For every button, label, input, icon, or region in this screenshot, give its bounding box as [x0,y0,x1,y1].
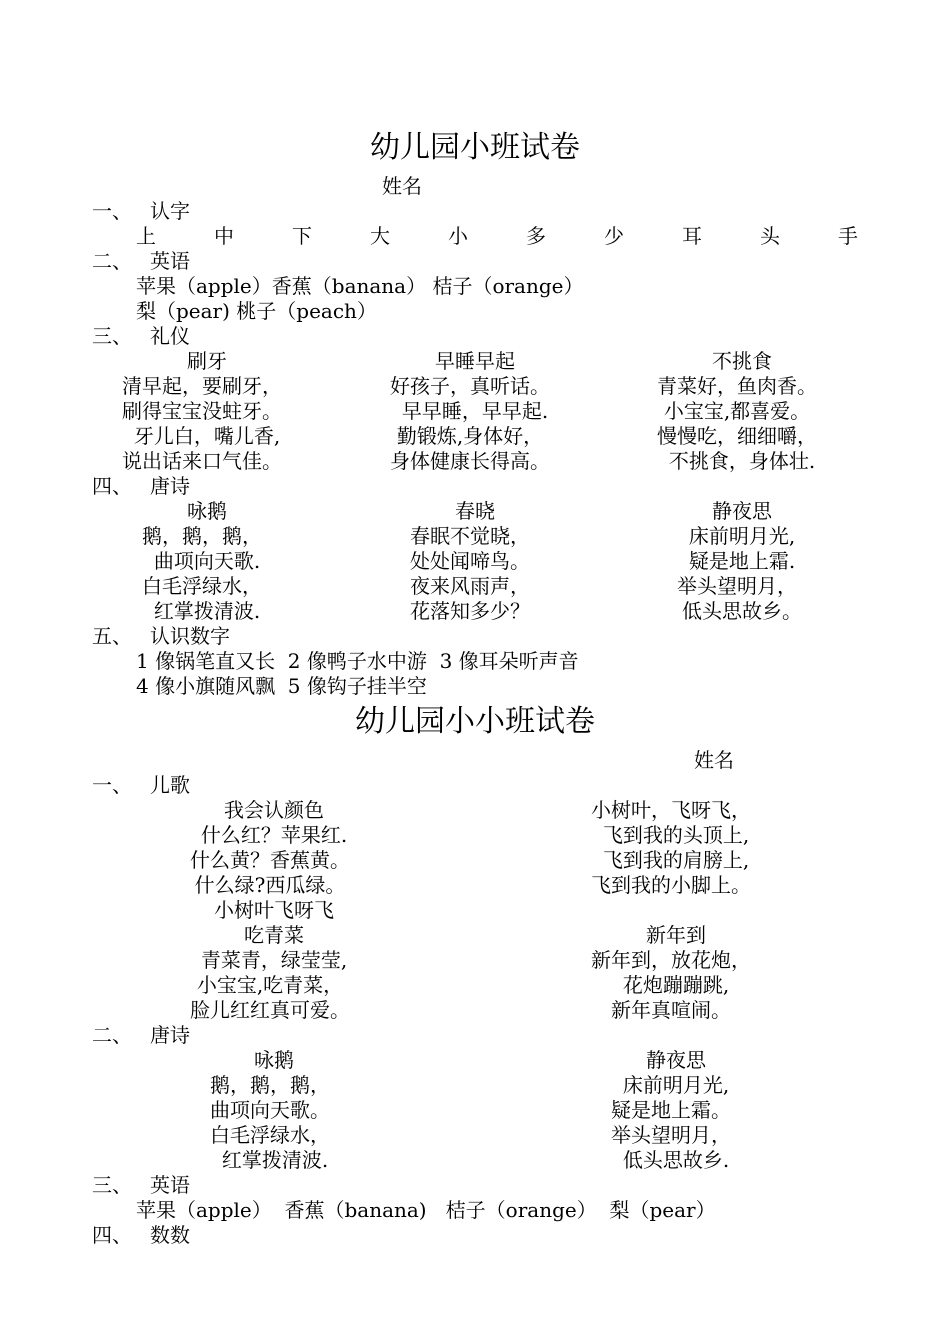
rhyme-line: 小宝宝,吃青菜， [196,973,344,997]
char-item: 少 [604,224,624,248]
poem-line: 夜来风雨声， [410,574,530,598]
exam1-s2-heading: 英语 [150,249,190,273]
rhyme-title: 新年到 [646,923,706,947]
char-item: 头 [760,224,780,248]
exam2-s4-heading: 数数 [150,1223,190,1247]
rhyme-line: 小树叶，飞呀飞， [591,798,751,822]
poem-line: 处处闻啼鸟。 [410,549,530,573]
exam1-name-label: 姓名 [382,174,422,198]
exam1-title: 幼儿园小班试卷 [370,130,580,165]
poem-line: 红掌拨清波. [221,1148,329,1172]
char-item: 中 [214,224,234,248]
exam2-name-label: 姓名 [694,748,734,772]
rhyme-line: 青菜青，绿莹莹, [200,948,348,972]
rhyme-title: 吃青菜 [244,923,304,947]
rhyme-title: 小树叶飞呀飞 [214,898,334,922]
rhyme-line: 飞到我的小脚上。 [591,873,751,897]
poem-line: 红掌拨清波. [153,599,261,623]
poem-line: 曲项向天歌。 [210,1098,330,1122]
rhyme-line: 新年到，放花炮， [591,948,751,972]
poem-line: 白毛浮绿水， [142,574,262,598]
poem-line: 勤锻炼,身体好， [396,424,544,448]
poem-line: 低头思故乡。 [682,599,802,623]
poem-line: 疑是地上霜. [688,549,796,573]
exam2-s2-heading: 唐诗 [150,1023,190,1047]
poem-line: 身体健康长得高。 [390,449,550,473]
exam2-s2-number: 二、 [92,1023,132,1047]
char-item: 多 [526,224,546,248]
exam2-s4-number: 四、 [92,1223,132,1247]
poem-line: 说出话来口气佳。 [122,449,282,473]
number-rhyme-line: 1 像锅笔直又长 2 像鸭子水中游 3 像耳朵听声音 [136,649,579,673]
rhyme-line: 什么红？苹果红. [200,823,348,847]
poem-line: 早早睡，早早起. [401,399,549,423]
poem-line: 举头望明月， [611,1123,731,1147]
poem-line: 刷得宝宝没蛀牙。 [122,399,282,423]
poem-title: 刷牙 [187,349,227,373]
poem-line: 不挑食，身体壮. [668,449,816,473]
char-item: 下 [292,224,312,248]
poem-line: 白毛浮绿水， [210,1123,330,1147]
rhyme-line: 我会认颜色 [224,798,324,822]
exam1-s3-heading: 礼仪 [150,324,190,348]
poem-title: 静夜思 [712,499,772,523]
exam1-s4-number: 四、 [92,474,132,498]
exam1-s5-number: 五、 [92,624,132,648]
rhyme-line: 飞到我的肩膀上, [602,848,750,872]
exam2-s3-heading: 英语 [150,1173,190,1197]
char-item: 上 [136,224,156,248]
exam2-s1-number: 一、 [92,773,132,797]
rhyme-line: 花炮蹦蹦跳, [622,973,730,997]
poem-title: 咏鹅 [187,499,227,523]
english-line: 苹果（apple） 香蕉（banana) 桔子（orange） 梨（pear） [136,1198,716,1222]
poem-line: 牙儿白，嘴儿香, [133,424,281,448]
poem-title: 春晓 [455,499,495,523]
number-rhyme-line: 4 像小旗随风飘 5 像钩子挂半空 [136,674,427,698]
rhyme-line: 脸儿红红真可爱。 [190,998,350,1022]
poem-line: 小宝宝,都喜爱。 [663,399,811,423]
poem-line: 慢慢吃，细细嚼， [657,424,817,448]
english-line: 梨（pear) 桃子（peach） [136,299,377,323]
exam1-s2-number: 二、 [92,249,132,273]
char-item: 耳 [682,224,702,248]
poem-line: 曲项向天歌. [153,549,261,573]
poem-line: 鹅，鹅，鹅， [210,1073,330,1097]
exam1-s5-heading: 认识数字 [150,624,230,648]
poem-line: 床前明月光, [688,524,796,548]
exam2-title: 幼儿园小小班试卷 [355,704,595,739]
poem-title: 早睡早起 [435,349,515,373]
english-line: 苹果（apple）香蕉（banana） 桔子（orange） [136,274,584,298]
poem-line: 春眠不觉晓， [410,524,530,548]
char-item: 大 [370,224,390,248]
char-item: 小 [448,224,468,248]
rhyme-line: 什么黄？香蕉黄。 [190,848,350,872]
exam1-s4-heading: 唐诗 [150,474,190,498]
rhyme-line: 飞到我的头顶上, [602,823,750,847]
poem-line: 青菜好，鱼肉香。 [657,374,817,398]
poem-line: 疑是地上霜。 [611,1098,731,1122]
poem-title: 咏鹅 [254,1048,294,1072]
poem-title: 不挑食 [712,349,772,373]
char-item: 手 [838,224,858,248]
exam1-s1-heading: 认字 [150,199,190,223]
rhyme-line: 什么绿?西瓜绿。 [194,873,346,897]
poem-line: 床前明月光, [622,1073,730,1097]
poem-title: 静夜思 [646,1048,706,1072]
poem-line: 清早起，要刷牙， [122,374,282,398]
exam1-s3-number: 三、 [92,324,132,348]
poem-line: 花落知多少？ [410,599,530,623]
poem-line: 好孩子，真听话。 [390,374,550,398]
exam2-s1-heading: 儿歌 [150,773,190,797]
poem-line: 鹅，鹅，鹅， [142,524,262,548]
rhyme-line: 新年真喧闹。 [611,998,731,1022]
exam1-s1-number: 一、 [92,199,132,223]
exam2-s3-number: 三、 [92,1173,132,1197]
poem-line: 低头思故乡. [622,1148,730,1172]
poem-line: 举头望明月， [677,574,797,598]
